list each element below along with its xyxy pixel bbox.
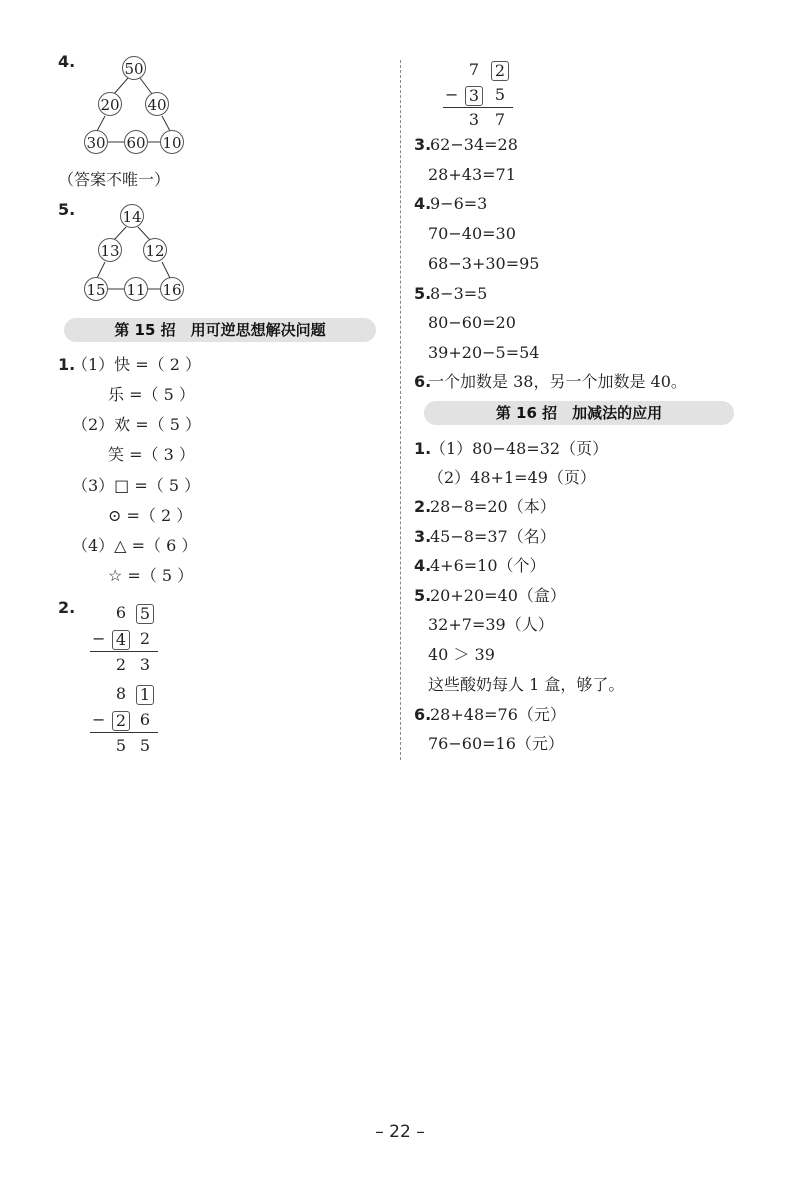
digit-box: 2 (491, 61, 509, 81)
r-line: 40 ＞ 39 (428, 645, 495, 664)
digit: 2 (139, 629, 151, 648)
r-line: 45−8=37（名） (430, 527, 556, 546)
r-line: 62−34=28 (430, 135, 518, 154)
r-line: 68−3+30=95 (428, 254, 540, 273)
tree-node: 10 (160, 130, 184, 154)
r-num: 6. (414, 705, 432, 724)
r-num: 6. (414, 372, 432, 391)
tree-node: 40 (145, 92, 169, 116)
tree-node: 20 (98, 92, 122, 116)
section-15-banner: 第 15 招 用可逆思想解决问题 (64, 318, 376, 342)
r-line: （2）48+1=49（页） (428, 468, 596, 487)
q4-note: （答案不唯一） (58, 170, 171, 189)
underline (90, 732, 158, 733)
q1-line: （3）□ =（ 5 ） (72, 476, 201, 495)
q1-line: ⊙ =（ 2 ） (108, 506, 193, 525)
underline (90, 651, 158, 652)
tree-node: 14 (120, 204, 144, 228)
digit-box: 5 (136, 604, 154, 624)
r-num: 4. (414, 194, 432, 213)
r-line: 28−8=20（本） (430, 497, 556, 516)
r-line: 28+48=76（元） (430, 705, 566, 724)
r-line: 一个加数是 38，另一个加数是 40。 (428, 372, 687, 391)
digit: 5 (115, 736, 127, 755)
minus-sign: − (445, 85, 459, 104)
r-num: 5. (414, 284, 432, 303)
tree-node: 30 (84, 130, 108, 154)
r-num: 3. (414, 527, 432, 546)
q1-line: （1）快 =（ 2 ） (72, 355, 202, 374)
minus-sign: − (92, 629, 106, 648)
q5-label: 5. (58, 200, 76, 219)
r-line: （1）80−48=32（页） (430, 439, 609, 458)
r-line: 32+7=39（人） (428, 615, 554, 634)
digit: 3 (468, 110, 480, 129)
r-line: 9−6=3 (430, 194, 488, 213)
tree-node: 11 (124, 277, 148, 301)
q1-line: ☆ =（ 5 ） (108, 566, 194, 585)
r-line: 80−60=20 (428, 313, 516, 332)
vertical-subtraction-2 (90, 684, 160, 754)
digit-box: 3 (465, 86, 483, 106)
q1-line: （2）欢 =（ 5 ） (72, 415, 202, 434)
digit: 8 (115, 684, 127, 703)
r-num: 1. (414, 439, 432, 458)
tree-node: 16 (160, 277, 184, 301)
r-num: 4. (414, 556, 432, 575)
digit-box: 2 (112, 711, 130, 731)
digit-box: 1 (136, 685, 154, 705)
q1-label: 1. (58, 355, 76, 374)
section-16-banner: 第 16 招 加减法的应用 (424, 401, 734, 425)
underline (443, 107, 513, 108)
q1-line: 乐 =（ 5 ） (108, 385, 195, 404)
tree-node: 60 (124, 130, 148, 154)
tree-node: 13 (98, 238, 122, 262)
r-line: 8−3=5 (430, 284, 488, 303)
r-line: 76−60=16（元） (428, 734, 564, 753)
q2-label: 2. (58, 598, 76, 617)
digit: 7 (494, 110, 506, 129)
vertical-subtraction-1 (90, 603, 160, 673)
q1-line: 笑 =（ 3 ） (108, 445, 195, 464)
digit: 7 (468, 60, 480, 79)
r-num: 2. (414, 497, 432, 516)
digit-box: 4 (112, 630, 130, 650)
digit: 6 (139, 710, 151, 729)
r-line: 这些酸奶每人 1 盒，够了。 (428, 675, 625, 694)
r-num: 3. (414, 135, 432, 154)
page-number: – 22 – (375, 1122, 425, 1142)
q4-label: 4. (58, 52, 76, 71)
tree-node: 15 (84, 277, 108, 301)
digit: 5 (494, 85, 506, 104)
digit: 6 (115, 603, 127, 622)
tree-node: 12 (143, 238, 167, 262)
digit: 3 (139, 655, 151, 674)
q1-line: （4）△ =（ 6 ） (72, 536, 198, 555)
r-line: 39+20−5=54 (428, 343, 540, 362)
r-num: 5. (414, 586, 432, 605)
r-line: 28+43=71 (428, 165, 516, 184)
r-line: 4+6=10（个） (430, 556, 546, 575)
r-line: 70−40=30 (428, 224, 516, 243)
vertical-subtraction-0 (443, 60, 515, 130)
digit: 5 (139, 736, 151, 755)
digit: 2 (115, 655, 127, 674)
minus-sign: − (92, 710, 106, 729)
r-line: 20+20=40（盒） (430, 586, 566, 605)
tree-node: 50 (122, 56, 146, 80)
